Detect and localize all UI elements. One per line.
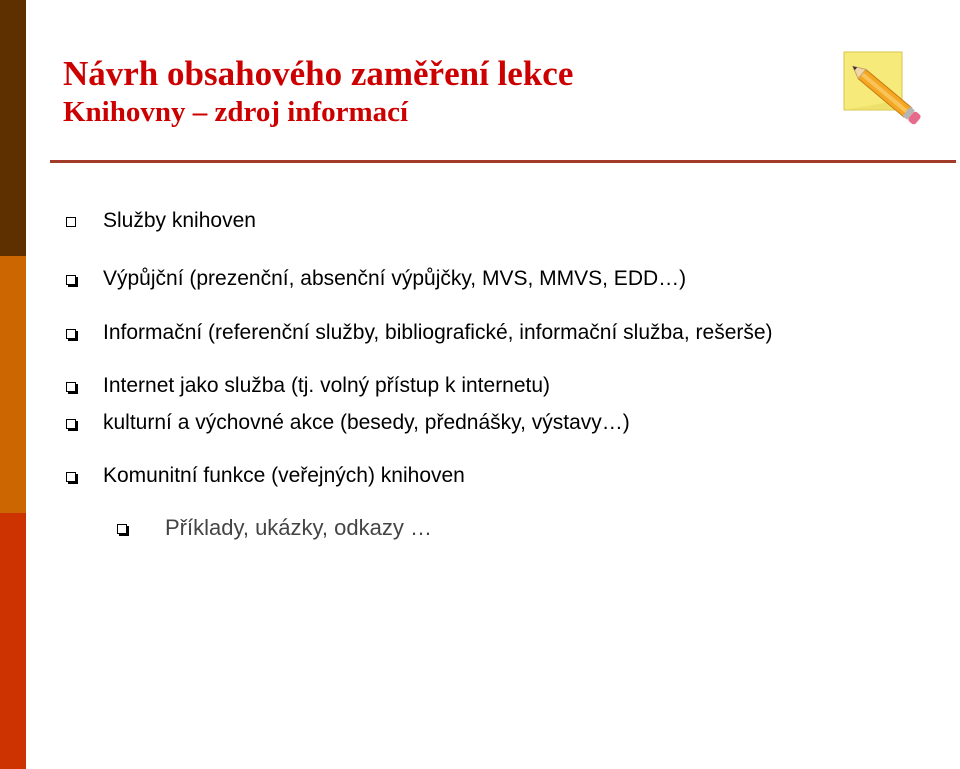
list-item-text: Výpůjční (prezenční, absenční výpůjčky, MVS, MMVS, EDD…)	[103, 267, 687, 290]
sidebar-segment-top	[0, 0, 26, 256]
list-item-text: Komunitní funkce (veřejných) knihoven	[103, 464, 465, 487]
bullet-icon	[66, 275, 76, 285]
list-item-text: kulturní a výchovné akce (besedy, přednášky, výstavy…)	[103, 411, 630, 434]
slide-title-block	[63, 55, 573, 128]
bullet-icon	[66, 382, 76, 392]
slide-title: Návrh obsahového zaměření lekce	[63, 54, 574, 93]
title-divider	[50, 160, 956, 163]
list-item-text: Služby knihoven	[103, 209, 256, 232]
bullet-icon	[66, 472, 76, 482]
list-item-text: Příklady, ukázky, odkazy …	[165, 515, 432, 540]
bullet-icon	[66, 217, 76, 227]
bullet-icon	[117, 524, 127, 534]
note-pencil-icon	[836, 48, 931, 138]
list-item-text: Informační (referenční služby, bibliografické, informační služba, rešerše)	[103, 321, 773, 344]
slide-subtitle: Knihovny – zdroj informací	[63, 95, 409, 128]
bullet-icon	[66, 329, 76, 339]
sidebar-segment-bottom	[0, 513, 26, 769]
bullet-icon	[66, 419, 76, 429]
list-item-text: Internet jako služba (tj. volný přístup k internetu)	[103, 374, 551, 397]
sidebar-segment-middle	[0, 256, 26, 513]
